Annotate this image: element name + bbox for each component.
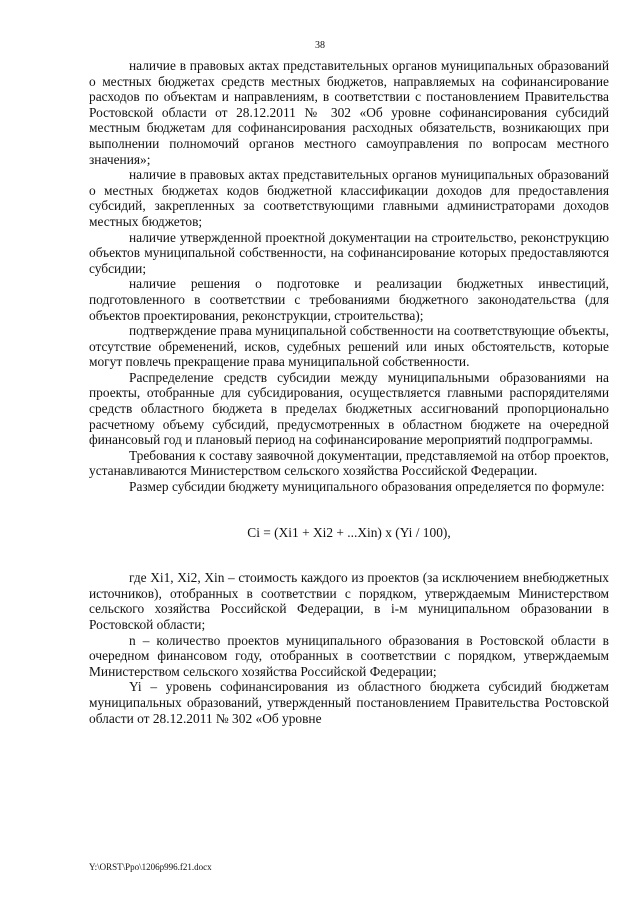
paragraph: наличие утвержденной проектной документации на строительство, реконструкцию объектов муниципальной собственности, на софинансирование которых предоставляются субсидии;	[89, 229, 609, 276]
definition-paragraph: Yi – уровень софинансирования из областного бюджета субсидий бюджетам муниципальных образований, утвержденный постановлением Правительства Ростовской области от 28.12.2011 № 302 «Об уровне	[89, 679, 609, 726]
paragraph: подтверждение права муниципальной собственности на соответствующие объекты, отсутствие обременений, исков, судебных решений или иных обстоятельств, которые могут повлечь прекращение права муниципальной собственности.	[89, 323, 609, 370]
paragraph: наличие решения о подготовке и реализации бюджетных инвестиций, подготовленного в соответствии с требованиями бюджетного законодательства (для объектов проектирования, реконструкции, строительства);	[89, 276, 609, 323]
subsidy-formula: Ci = (Xi1 + Xi2 + ...Xin) x (Yi / 100),	[247, 524, 451, 540]
paragraph: наличие в правовых актах представительных органов муниципальных образований о местных бюджетах средств местных бюджетов, направляемых на софинансирование расходов по объектам и направлениям, в соответствии с постановлением Правительства Ростовской области от 28.12.2011 № 302 «Об уровне софинансирования субсидий местным бюджетам для софинансирования расходных обязательств, возникающих при выполнении полномочий органов местного самоуправления по вопросам местного значения»;	[89, 58, 609, 167]
paragraph: наличие в правовых актах представительных органов муниципальных образований о местных бюджетах кодов бюджетной классификации доходов для предоставления субсидий, закрепленных за соответствующими главными администраторами доходов местных бюджетов;	[89, 167, 609, 229]
definition-paragraph: где Xi1, Xi2, Xin – стоимость каждого из проектов (за исключением внебюджетных источников), отобранных в соответствии с порядком, утверждаемым Министерством сельского хозяйства Российской Федерации, в i-м муниципальном образовании в Ростовской области;	[89, 570, 609, 632]
paragraph: Размер субсидии бюджету муниципального образования определяется по формуле:	[129, 479, 605, 495]
document-body	[89, 58, 609, 726]
page-number: 38	[315, 40, 325, 51]
paragraph: Требования к составу заявочной документации, представляемой на отбор проектов, устанавливаются Министерством сельского хозяйства Российской Федерации.	[89, 447, 609, 479]
definition-paragraph: n – количество проектов муниципального образования в Ростовской области в очередном финансовом году, отобранных в соответствии с порядком, утверждаемым Министерством сельского хозяйства Российской Федерации;	[89, 632, 609, 679]
file-path-footer: Y:\ORST\Ppo\1206p996.f21.docx	[89, 862, 212, 872]
paragraph: Распределение средств субсидии между муниципальными образованиями на проекты, отобранные для субсидирования, осуществляется главными распорядителями средств областного бюджета в пределах бюджетных ассигнований пропорционально расчетному объему субсидий, предусмотренных в областном бюджете на очередной финансовый год и плановый период на софинансирование мероприятий подпрограммы.	[89, 369, 609, 448]
